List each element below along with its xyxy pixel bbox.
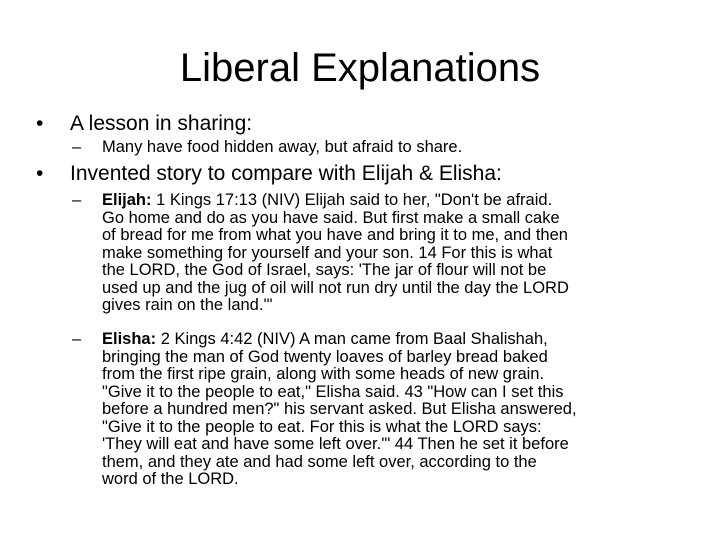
sub-bullet-line: [102, 192, 720, 210]
sub-bullet-line-text: 1 Kings 17:13 (NIV) Elijah said to her, "Don't be afraid.: [151, 191, 553, 209]
sub-bullet-line: gives rain on the land.'": [102, 296, 273, 314]
sub-bullet-lead: Elijah:: [102, 191, 152, 209]
sub-bullet-line: [102, 331, 720, 349]
sub-bullet-line: them, and they ate and had some left over, according to the: [102, 452, 537, 471]
sub-bullet-line-text: 2 Kings 4:42 (NIV) A man came from Baal Shalishah,: [156, 330, 548, 348]
bullet-icon: •: [36, 112, 44, 135]
bullet-text: Invented story to compare with Elijah & Elisha:: [70, 162, 502, 185]
sub-bullet-line: used up and the jug of oil will not run dry until the day the LORD: [102, 278, 569, 297]
sub-bullet-line: from the first ripe grain, along with some heads of new grain.: [102, 365, 545, 383]
bullet-text: A lesson in sharing:: [70, 112, 253, 135]
dash-icon: –: [72, 330, 82, 348]
sub-bullet-line: "Give it to the people to eat," Elisha said. 43 "How can I set this: [102, 382, 564, 401]
sub-bullet-line: bringing the man of God twenty loaves of barley bread baked: [102, 347, 548, 366]
bullet-icon: •: [36, 162, 44, 185]
sub-bullet-body: [102, 192, 720, 315]
sub-bullet-lead: Elisha:: [102, 330, 157, 348]
sub-bullet-line: 'They will eat and have some left over.'" 44 Then he set it before: [102, 435, 569, 453]
sub-bullet-line: "Give it to the people to eat. For this is what the LORD says:: [102, 417, 542, 436]
sub-bullet-line: make something for yourself and your son. 14 For this is what: [102, 243, 553, 262]
sub-bullet-line: of bread for me from what you have and bring it to me, and then: [102, 226, 568, 244]
sub-bullet-body: [102, 331, 720, 489]
sub-bullet-line: word of the LORD.: [102, 470, 239, 488]
sub-bullet-line: the LORD, the God of Israel, says: 'The jar of flour will not be: [102, 261, 547, 279]
dash-icon: –: [72, 191, 82, 209]
slide-title: Liberal Explanations: [179, 46, 541, 90]
sub-bullet-line: before a hundred men?" his servant asked. But Elisha answered,: [102, 400, 577, 418]
sub-bullet-line: Go home and do as you have said. But first make a small cake: [102, 208, 560, 227]
sub-bullet-body: [102, 139, 720, 157]
sub-bullet-line: Many have food hidden away, but afraid to share.: [102, 138, 463, 156]
dash-icon: –: [72, 138, 82, 156]
